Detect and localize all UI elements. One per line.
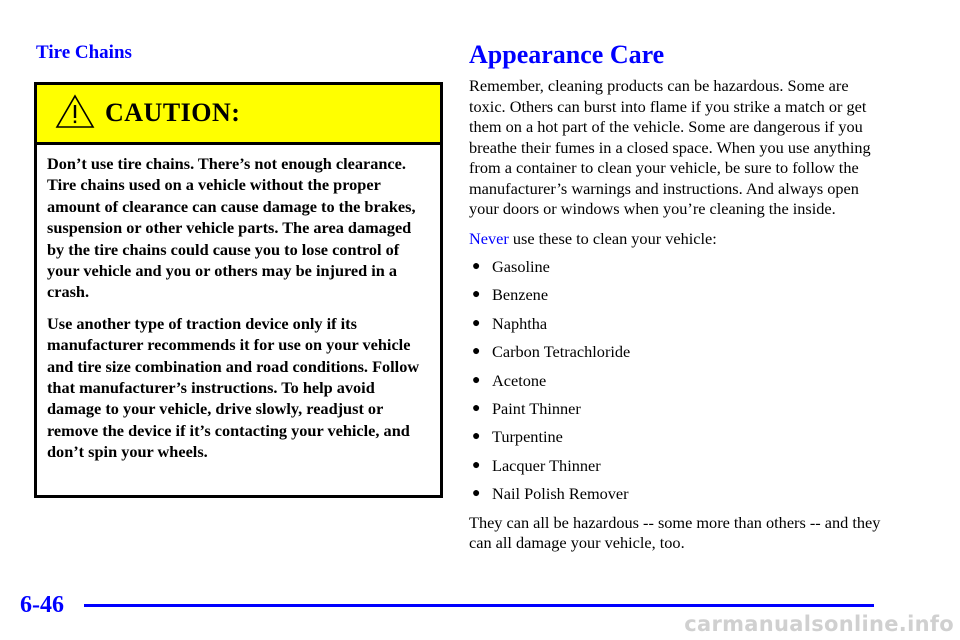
- list-item: [469, 423, 889, 451]
- list-item-label: Benzene: [492, 285, 549, 305]
- footer-rule: [84, 604, 874, 607]
- caution-paragraph: Don’t use tire chains. There’s not enough clearance. Tire chains used on a vehicle without the proper amount of clearance can cause damage to the brakes, suspension or other vehicle parts. The area damaged by the tire chains could cause you to lose control of your vehicle and you or others may be injured in a crash.: [47, 154, 416, 302]
- bullet-icon: ●: [472, 457, 481, 473]
- never-list: [469, 253, 889, 509]
- list-item: [469, 452, 889, 480]
- page-number: 6-46: [20, 592, 64, 618]
- caution-paragraph: Use another type of traction device only if its manufacturer recommends it for use on your vehicle and tire size combination and road conditions. Follow that manufacturer’s instructions. To help avoid damage to your vehicle, drive slowly, readjust or remove the device if it’s contacting your vehicle, and don’t spin your wheels.: [47, 313, 420, 462]
- bullet-icon: ●: [472, 315, 481, 331]
- list-item: [469, 310, 889, 338]
- list-item: [469, 480, 889, 508]
- bullet-icon: ●: [472, 400, 481, 416]
- tire-chains-heading: Tire Chains: [36, 42, 132, 63]
- caution-label: CAUTION:: [105, 98, 241, 127]
- list-item: [469, 395, 889, 423]
- never-word: Never: [469, 228, 509, 248]
- appearance-care-body: [469, 76, 889, 563]
- list-item-label: Nail Polish Remover: [492, 484, 629, 504]
- caution-box: [34, 82, 443, 498]
- list-item-label: Paint Thinner: [492, 398, 581, 418]
- list-item-label: Gasoline: [492, 257, 550, 276]
- watermark: carmanualsonline.info: [684, 612, 954, 636]
- list-item-label: Lacquer Thinner: [492, 455, 601, 475]
- caution-header: [37, 85, 440, 145]
- warning-triangle-icon: [55, 94, 95, 129]
- list-item-label: Carbon Tetrachloride: [492, 342, 631, 362]
- list-item: [469, 253, 889, 281]
- list-item-label: Turpentine: [492, 427, 563, 447]
- never-rest: use these to clean your vehicle:: [508, 228, 717, 248]
- list-item: [469, 281, 889, 309]
- bullet-icon: ●: [472, 429, 481, 445]
- bullet-icon: ●: [472, 344, 481, 360]
- list-item: [469, 338, 889, 366]
- bullet-icon: ●: [472, 259, 481, 274]
- appearance-care-heading: Appearance Care: [469, 40, 665, 69]
- never-line: [469, 229, 889, 250]
- closing-paragraph: They can all be hazardous -- some more than others -- and they can all damage your vehicle, too.: [469, 512, 881, 553]
- caution-body: [37, 145, 440, 463]
- list-item: [469, 367, 889, 395]
- list-item-label: Naphtha: [492, 313, 548, 333]
- list-item-label: Acetone: [492, 370, 547, 390]
- intro-paragraph: Remember, cleaning products can be hazardous. Some are toxic. Others can burst into flame if you strike a match or get them on a hot part of the vehicle. Some are dangerous if you breathe their fumes in a closed space. When you use anything from a container to clean your vehicle, be sure to follow the manufacturer’s warnings and instructions. And always open your doors or windows when you’re cleaning the inside.: [469, 76, 871, 218]
- bullet-icon: ●: [472, 372, 481, 388]
- bullet-icon: ●: [472, 486, 481, 502]
- bullet-icon: ●: [472, 287, 481, 303]
